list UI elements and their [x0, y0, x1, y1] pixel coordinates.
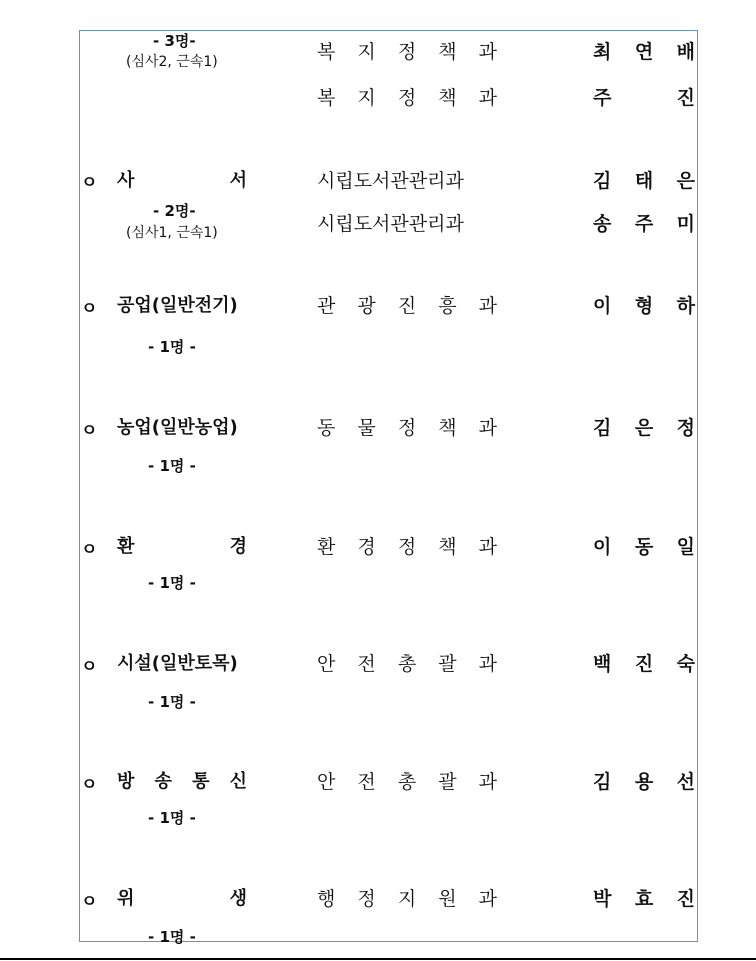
text-char: 통	[192, 771, 210, 792]
category-title: 시설(일반토목)	[117, 653, 238, 674]
text-char: 주	[634, 213, 654, 235]
text-char: 생	[229, 888, 247, 909]
category-count: - 1명 -	[148, 693, 196, 711]
department	[317, 767, 497, 794]
text-char: 전	[357, 653, 376, 675]
category-title: 공업(일반전기)	[117, 295, 238, 316]
text-char: 총	[397, 771, 417, 793]
text-char: 송	[593, 213, 612, 235]
text-char: 정	[357, 888, 376, 910]
text-char: 전	[357, 771, 376, 793]
department	[317, 884, 497, 911]
text-char: 김	[593, 417, 612, 439]
bullet-marker: ㅇ	[81, 421, 98, 441]
text-char: 경	[229, 536, 247, 557]
category-title	[117, 767, 247, 793]
text-char: 광	[357, 295, 376, 317]
person-name	[593, 413, 695, 440]
text-char: 지	[397, 888, 417, 910]
text-char: 형	[634, 295, 654, 317]
text-char: 주	[593, 87, 612, 109]
department	[317, 649, 497, 676]
text-char: 용	[634, 771, 654, 793]
bullet-marker: ㅇ	[81, 540, 98, 560]
text-char: 진	[676, 87, 695, 109]
category-count: - 1명 -	[148, 338, 196, 356]
bullet-marker: ㅇ	[81, 173, 98, 193]
text-char: 은	[676, 170, 695, 192]
text-char: 흥	[438, 295, 457, 317]
text-char: 이	[593, 295, 612, 317]
text-char: 이	[593, 536, 612, 558]
bullet-marker: ㅇ	[81, 657, 98, 677]
text-char: 방	[117, 771, 135, 792]
department	[317, 83, 497, 110]
text-char: 과	[478, 888, 497, 910]
category-count: - 1명 -	[148, 928, 196, 946]
text-char: 과	[478, 653, 497, 675]
person-name	[593, 532, 695, 559]
text-char: 복	[317, 87, 336, 109]
text-char: 숙	[676, 653, 695, 675]
category-title: 농업(일반농업)	[117, 417, 238, 438]
category-title	[117, 532, 247, 558]
category-count: - 1명 -	[148, 574, 196, 592]
text-char: 진	[676, 888, 695, 910]
category-subnote: (심사1, 근속1)	[126, 225, 218, 241]
text-char: 정	[397, 41, 417, 63]
text-char: 태	[634, 170, 654, 192]
text-char: 과	[478, 295, 497, 317]
text-char: 연	[634, 41, 654, 63]
text-char: 원	[438, 888, 457, 910]
text-char: 책	[438, 536, 457, 558]
person-name	[593, 83, 695, 110]
text-char: 과	[478, 771, 497, 793]
text-char: 김	[593, 170, 612, 192]
text-char: 정	[676, 417, 695, 439]
text-char: 최	[593, 41, 612, 63]
department: 시립도서관관리과	[317, 170, 464, 192]
person-name	[593, 291, 695, 318]
text-char: 효	[634, 888, 654, 910]
text-char: 과	[478, 87, 497, 109]
text-char: 선	[676, 771, 695, 793]
text-char: 괄	[438, 771, 457, 793]
text-char: 정	[397, 87, 417, 109]
text-char: 정	[397, 536, 417, 558]
text-char: 진	[397, 295, 417, 317]
person-name	[593, 884, 695, 911]
bullet-marker: ㅇ	[81, 892, 98, 912]
text-char: 총	[397, 653, 417, 675]
text-char: 환	[117, 536, 135, 557]
department	[317, 532, 497, 559]
category-count: - 1명 -	[148, 457, 196, 475]
department: 시립도서관관리과	[317, 213, 464, 235]
person-name	[593, 166, 695, 193]
text-char: 안	[317, 653, 336, 675]
text-char: 미	[676, 213, 695, 235]
text-char: 과	[478, 536, 497, 558]
bullet-marker: ㅇ	[81, 775, 98, 795]
person-name	[593, 37, 695, 64]
text-char: 과	[478, 41, 497, 63]
text-char: 은	[634, 417, 654, 439]
text-char: 박	[593, 888, 612, 910]
category-count: - 3명-	[153, 32, 196, 50]
text-char: 책	[438, 41, 457, 63]
person-name	[593, 209, 695, 236]
text-char: 안	[317, 771, 336, 793]
text-char: 정	[397, 417, 417, 439]
person-name	[593, 649, 695, 676]
text-char: 일	[676, 536, 695, 558]
department	[317, 291, 497, 318]
text-char: 김	[593, 771, 612, 793]
department	[317, 413, 497, 440]
text-char: 위	[117, 888, 135, 909]
text-char: 배	[676, 41, 695, 63]
department	[317, 37, 497, 64]
text-char: 백	[593, 653, 612, 675]
category-title	[117, 166, 247, 192]
text-char: 경	[357, 536, 376, 558]
text-char: 책	[438, 87, 457, 109]
page-bottom-rule	[0, 958, 756, 960]
text-char: 진	[634, 653, 654, 675]
text-char: 신	[229, 771, 247, 792]
person-name	[593, 767, 695, 794]
text-char: 관	[317, 295, 336, 317]
text-char: 송	[154, 771, 172, 792]
bullet-marker: ㅇ	[81, 299, 98, 319]
text-char: 괄	[438, 653, 457, 675]
category-title	[117, 884, 247, 910]
text-char: 동	[634, 536, 654, 558]
text-char: 환	[317, 536, 336, 558]
text-char: 하	[676, 295, 695, 317]
text-char: 복	[317, 41, 336, 63]
category-count: - 2명-	[153, 202, 196, 220]
category-count: - 1명 -	[148, 809, 196, 827]
text-char: 사	[117, 170, 135, 191]
text-char: 동	[317, 417, 336, 439]
text-char: 지	[357, 41, 376, 63]
text-char: 물	[357, 417, 376, 439]
text-char: 책	[438, 417, 457, 439]
text-char: 과	[478, 417, 497, 439]
category-subnote: (심사2, 근속1)	[126, 54, 218, 70]
text-char: 지	[357, 87, 376, 109]
text-char: 행	[317, 888, 336, 910]
text-char: 서	[229, 170, 247, 191]
